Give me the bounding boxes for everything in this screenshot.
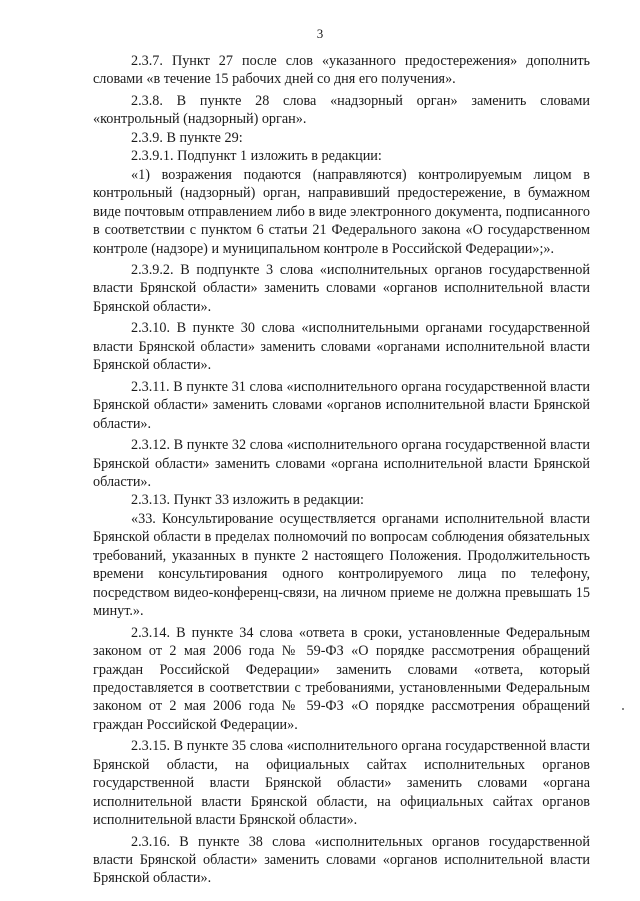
paragraph-2-3-11: 2.3.11. В пункте 31 слова «исполнительного органа государственной власти Брянской области» заменить словами «органов исполнительной власти Брянской области». <box>93 378 590 432</box>
paragraph-2-3-9-2: 2.3.9.2. В подпункте 3 слова «исполнительных органов государственной власти Брянской области» заменить словами «органов исполнительной власти Брянской области». <box>93 261 590 315</box>
paragraph-2-3-10: 2.3.10. В пункте 30 слова «исполнительными органами государственной власти Брянской области» заменить словами «органами исполнительной власти Брянской области». <box>93 320 590 374</box>
paragraph-2-3-13: 2.3.13. Пункт 33 изложить в редакции: <box>131 492 364 509</box>
paragraph-2-3-15: 2.3.15. В пункте 35 слова «исполнительного органа государственной власти Брянской области, на официальных сайтах исполнительных органов государственной власти Брянской области» заменить словами «органа исполнительной власти Брянской области, на официальных сайтах органов исполнительной власти Брянской области». <box>93 738 590 829</box>
paragraph-2-3-7: 2.3.7. Пункт 27 после слов «указанного предостережения» дополнить словами «в течение 15 рабочих дней со дня его получения». <box>93 53 590 88</box>
document-body <box>93 52 590 888</box>
paragraph-2-3-8: 2.3.8. В пункте 28 слова «надзорный орган» заменить словами «контрольный (надзорный) орган». <box>93 92 590 128</box>
paragraph-2-3-16: 2.3.16. В пункте 38 слова «исполнительных органов государственной власти Брянской области» заменить словами «органов исполнительной власти Брянской области». <box>93 833 590 887</box>
paragraph-2-3-12: 2.3.12. В пункте 32 слова «исполнительного органа государственной власти Брянской области» заменить словами «органа исполнительной власти Брянской области». <box>93 437 590 490</box>
paragraph-quote-point-33: «33. Консультирование осуществляется органами исполнительной власти Брянской области в пределах полномочий по вопросам соблюдения обязательных требований, указанных в пункте 2 настоящего Положения. Продолжительность времени консультирования одного контролируемого лица по телефону, посредством видео-конференц-связи, на личном приеме не должна превышать 15 минут.». <box>93 510 590 620</box>
page-number: 3 <box>316 26 324 41</box>
paragraph-quote-subpoint-1: «1) возражения подаются (направляются) контролируемым лицом в контрольный (надзорный) орган, направивший предостережение, в бумажном виде почтовым отправлением либо в виде электронного документа, подписанного в соответствии с пунктом 6 статьи 21 Федерального закона «О государственном контроле (надзоре) и муниципальном контроле в Российской Федерации»;». <box>93 166 590 257</box>
paragraph-2-3-9-1: 2.3.9.1. Подпункт 1 изложить в редакции: <box>131 148 382 165</box>
scan-speck <box>622 708 624 710</box>
paragraph-2-3-9: 2.3.9. В пункте 29: <box>131 129 243 146</box>
paragraph-2-3-14: 2.3.14. В пункте 34 слова «ответа в сроки, установленные Федеральным законом от 2 мая 2006 года № 59-ФЗ «О порядке рассмотрения обращений граждан Российской Федерации» заменить словами «ответа, который предоставляется в соответствии с требованиями, установленными Федеральным законом от 2 мая 2006 года № 59-ФЗ «О порядке рассмотрения обращений граждан Российской Федерации». <box>93 624 590 733</box>
